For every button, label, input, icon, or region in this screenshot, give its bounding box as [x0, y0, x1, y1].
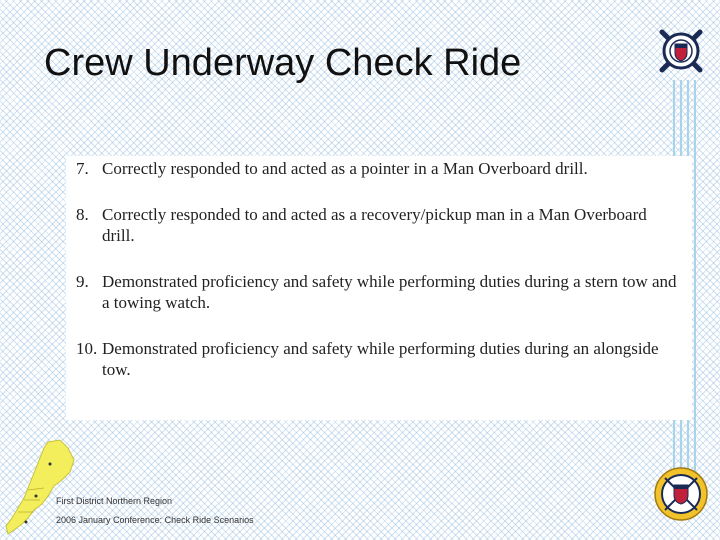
item-number: 8. — [76, 205, 89, 224]
checkride-item-list — [76, 158, 682, 405]
item-text: Correctly responded to and acted as a pointer in a Man Overboard drill. — [102, 159, 588, 178]
coast-guard-auxiliary-seal-icon — [653, 466, 709, 522]
list-item — [76, 204, 682, 246]
item-number: 9. — [76, 272, 89, 291]
item-text: Demonstrated proficiency and safety while performing duties during a stern tow and a towing watch. — [102, 272, 677, 312]
item-text: Correctly responded to and acted as a recovery/pickup man in a Man Overboard drill. — [102, 205, 647, 245]
item-number: 10. — [76, 339, 98, 358]
item-number: 7. — [76, 159, 89, 178]
list-item — [76, 271, 682, 313]
list-item — [76, 338, 682, 380]
slide-title: Crew Underway Check Ride — [44, 42, 522, 84]
coast-guard-auxiliary-emblem-icon — [654, 24, 708, 78]
list-item — [76, 158, 682, 179]
footer-conference: 2006 January Conference: Check Ride Scenarios — [56, 515, 254, 525]
footer-region: First District Northern Region — [56, 496, 173, 506]
item-text: Demonstrated proficiency and safety while performing duties during an alongside tow. — [102, 339, 659, 379]
